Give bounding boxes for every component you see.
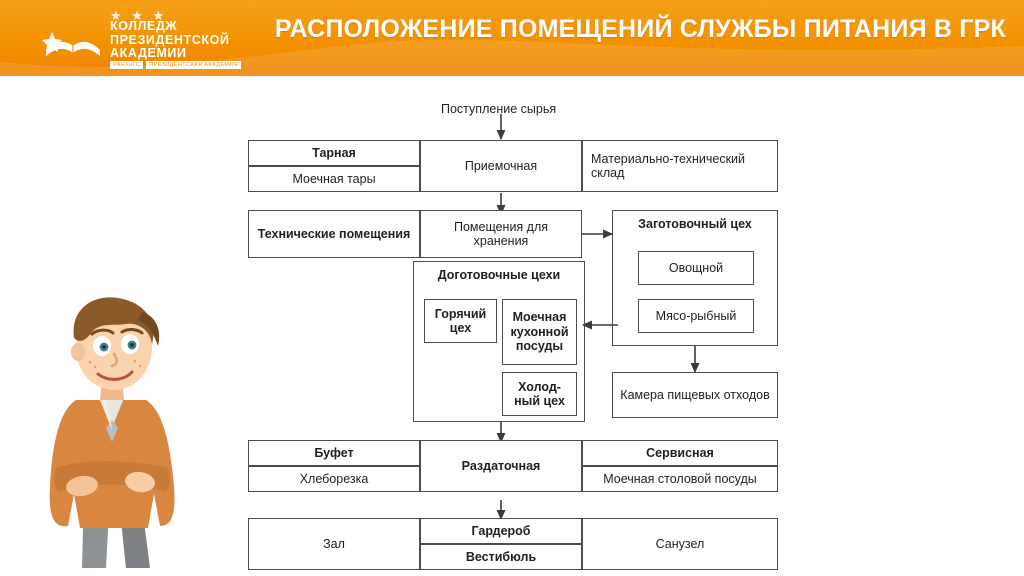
node-vestibyul: Вестибюль: [420, 544, 582, 570]
node-mts-sklad: Материально-технический склад: [582, 140, 778, 192]
page-header: [0, 0, 1024, 76]
node-garderob: Гардероб: [420, 518, 582, 544]
logo-tag-1: РАНХиГС: [110, 61, 143, 69]
node-tarnaya: Тарная: [248, 140, 420, 166]
node-zal: Зал: [248, 518, 420, 570]
node-priemochnaya: Приемочная: [420, 140, 582, 192]
group-zagotovochnyy-ceh: [612, 210, 778, 346]
open-book-icon: [40, 16, 106, 64]
node-myaso-rybnyy: Мясо-рыбный: [638, 299, 754, 333]
logo-tag-2: ПРЕЗИДЕНТСКАЯ АКАДЕМИЯ: [146, 61, 241, 69]
node-servisnaya: Сервисная: [582, 440, 778, 466]
node-moechnaya-kuhonnoy-posudy: Моечная кухонной посуды: [502, 299, 577, 365]
node-kamera-pishchevyh-othodov: Камера пищевых отходов: [612, 372, 778, 418]
group-dogotovochnye-cehi: [413, 261, 585, 422]
node-holodnyy-ceh: Холод-ный цех: [502, 372, 577, 416]
node-ovoshnoy: Овощной: [638, 251, 754, 285]
node-moechnaya-tary: Моечная тары: [248, 166, 420, 192]
node-bufet: Буфет: [248, 440, 420, 466]
group-dogotovochnye-cehi-title: Доготовочные цехи: [437, 268, 561, 282]
logo-subtags: [110, 61, 241, 69]
node-moechnaya-stolovoy-posudy: Моечная столовой посуды: [582, 466, 778, 492]
node-pomeshcheniya-dlya-hraneniya: Помещения для хранения: [420, 210, 582, 258]
logo-line-3: АКАДЕМИИ: [110, 46, 187, 60]
node-intake: Поступление сырья: [441, 102, 557, 116]
logo-text: [110, 20, 230, 61]
logo-stars: ★ ★ ★: [110, 8, 168, 23]
node-goryachiy-ceh: Горячий цех: [424, 299, 497, 343]
page-title: РАСПОЛОЖЕНИЕ ПОМЕЩЕНИЙ СЛУЖБЫ ПИТАНИЯ В ГРК: [274, 15, 1006, 43]
node-hleborezka: Хлеборезка: [248, 466, 420, 492]
facility-layout-diagram: [0, 76, 1024, 576]
logo-line-2: ПРЕЗИДЕНТСКОЙ: [110, 32, 230, 47]
node-sanuzel: Санузел: [582, 518, 778, 570]
group-zagotovochnyy-ceh-title: Заготовочный цех: [638, 217, 752, 231]
node-razdatochnaya: Раздаточная: [420, 440, 582, 492]
node-tehnicheskie-pomeshcheniya: Технические помещения: [248, 210, 420, 258]
logo-line-1: КОЛЛЕДЖ: [110, 19, 178, 33]
